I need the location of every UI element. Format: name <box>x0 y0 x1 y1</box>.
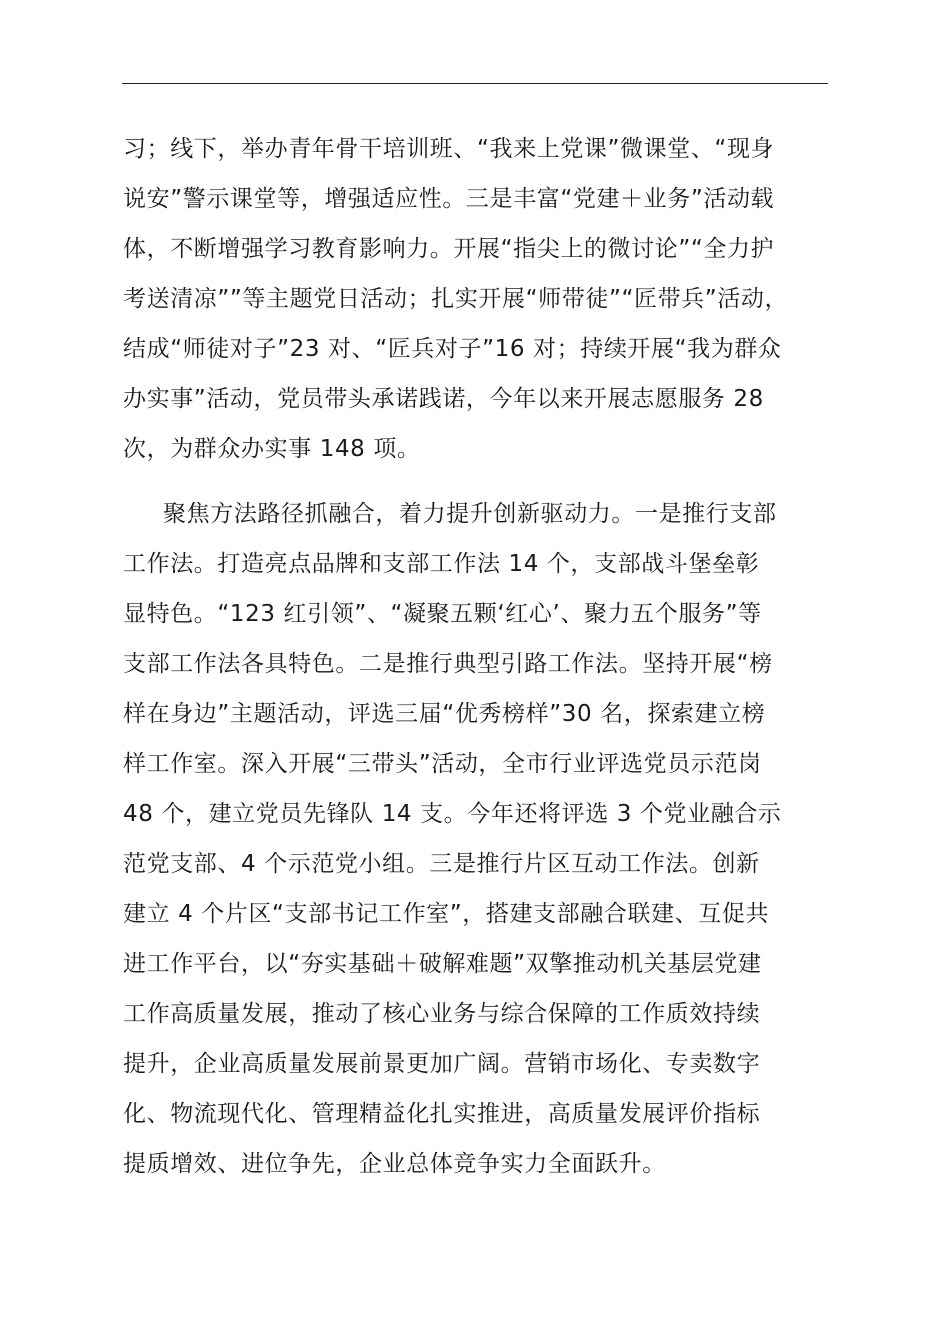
paragraph-line: 工作法。打造亮点品牌和支部工作法 14 个，支部战斗堡垒彰 <box>123 551 760 577</box>
paragraph-line: 习；线下，举办青年骨干培训班、“我来上党课”微课堂、“现身 <box>123 136 775 162</box>
paragraph-line: 范党支部、4 个示范党小组。三是推行片区互动工作法。创新 <box>123 851 760 877</box>
paragraph-line: 样工作室。深入开展“三带头”活动，全市行业评选党员示范岗 <box>123 751 762 777</box>
paragraph-line: 支部工作法各具特色。二是推行典型引路工作法。坚持开展“榜 <box>123 651 773 677</box>
paragraph-line: 工作高质量发展，推动了核心业务与综合保障的工作质效持续 <box>123 1001 761 1027</box>
paragraph-line: 办实事”活动，党员带头承诺践诺，今年以来开展志愿服务 28 <box>123 386 764 412</box>
paragraph-line: 建立 4 个片区“支部书记工作室”，搭建支部融合联建、互促共 <box>123 901 770 927</box>
paragraph-line: 结成“师徒对子”23 对、“匠兵对子”16 对；持续开展“我为群众 <box>123 336 782 362</box>
paragraph-line: 说安”警示课堂等，增强适应性。三是丰富“党建＋业务”活动载 <box>123 186 775 212</box>
paragraph-line: 体，不断增强学习教育影响力。开展“指尖上的微讨论”“全力护 <box>123 236 775 262</box>
paragraph-line: 进工作平台，以“夯实基础＋破解难题”双擎推动机关基层党建 <box>123 951 762 977</box>
header-divider <box>122 83 828 84</box>
paragraph-line: 48 个，建立党员先锋队 14 支。今年还将评选 3 个党业融合示 <box>123 801 782 827</box>
paragraph-line: 次，为群众办实事 148 项。 <box>123 436 421 462</box>
paragraph-1 <box>123 124 829 474</box>
paragraph-line: 聚焦方法路径抓融合，着力提升创新驱动力。一是推行支部 <box>163 501 777 527</box>
paragraph-line: 样在身边”主题活动，评选三届“优秀榜样”30 名，探索建立榜 <box>123 701 766 727</box>
paragraph-2 <box>123 489 829 1189</box>
paragraph-line: 提升，企业高质量发展前景更加广阔。营销市场化、专卖数字 <box>123 1051 761 1077</box>
paragraph-line: 提质增效、进位争先，企业总体竞争实力全面跃升。 <box>123 1151 666 1177</box>
paragraph-line: 化、物流现代化、管理精益化扎实推进，高质量发展评价指标 <box>123 1101 761 1127</box>
paragraph-line: 考送清凉””等主题党日活动；扎实开展“师带徒”“匠带兵”活动， <box>123 286 789 312</box>
paragraph-line: 显特色。“123 红引领”、“凝聚五颗‘红心’、聚力五个服务”等 <box>123 601 762 627</box>
